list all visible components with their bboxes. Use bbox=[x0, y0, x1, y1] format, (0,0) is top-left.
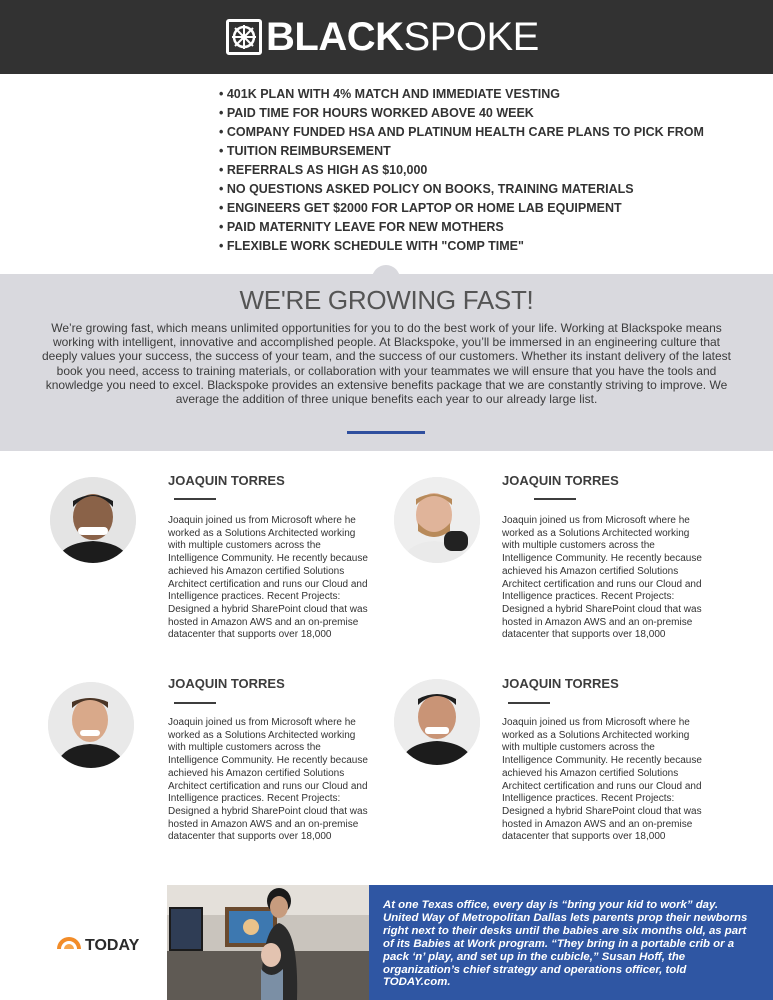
avatar bbox=[50, 477, 136, 563]
today-label: TODAY bbox=[85, 936, 140, 954]
spoke-wheel-icon bbox=[226, 19, 262, 55]
name-underline bbox=[174, 498, 216, 500]
profile-bio: Joaquin joined us from Microsoft where he worked as a Solutions Architected working with multiple customers across the Intelligence Community. He recently because achieved his Amazon certified Solutions Architect certification and runs our Cloud and Intelligence practices. Recent Projects: Designed a hybrid SharePoint cloud that was hosted in Amazon AWS and an on-premise datacenter that supports over 18,000 bbox=[168, 515, 368, 641]
benefit-item: • REFERRALS AS HIGH AS $10,000 bbox=[219, 161, 704, 180]
sunrise-logo-icon bbox=[56, 936, 82, 955]
benefit-item: • NO QUESTIONS ASKED POLICY ON BOOKS, TRAINING MATERIALS bbox=[219, 180, 704, 199]
benefit-item: • COMPANY FUNDED HSA AND PLATINUM HEALTH CARE PLANS TO PICK FROM bbox=[219, 123, 704, 142]
benefit-item: • 401K PLAN WITH 4% MATCH AND IMMEDIATE VESTING bbox=[219, 85, 704, 104]
brand-bold: BLACK bbox=[266, 15, 404, 59]
office-photo bbox=[167, 885, 369, 1000]
today-quote: At one Texas office, every day is “bring your kid to work” day. United Way of Metropolitan Dallas lets parents prop their newborns right next to their desks until the babies are six months old, as part of its Babies at Work program. “They bring in a portable crib or a pack ‘n’ play, and set up in the cubicle,” Susan Hoff, the organization’s chief strategy and operations officer, told TODAY.com. bbox=[383, 899, 748, 989]
profile-bio: Joaquin joined us from Microsoft where he worked as a Solutions Architected working with multiple customers across the Intelligence Community. He recently because achieved his Amazon certified Solutions Architect certification and runs our Cloud and Intelligence practices. Recent Projects: Designed a hybrid SharePoint cloud that was hosted in Amazon AWS and an on-premise datacenter that supports over 18,000 bbox=[168, 717, 368, 843]
benefit-item: • FLEXIBLE WORK SCHEDULE WITH "COMP TIME" bbox=[219, 237, 704, 256]
benefit-item: • TUITION REIMBURSEMENT bbox=[219, 142, 704, 161]
brand-logo[interactable] bbox=[226, 14, 539, 60]
avatar bbox=[48, 682, 134, 768]
name-underline bbox=[534, 498, 576, 500]
benefit-item: • ENGINEERS GET $2000 FOR LAPTOP OR HOME LAB EQUIPMENT bbox=[219, 199, 704, 218]
avatar bbox=[394, 679, 480, 765]
section-divider bbox=[347, 431, 425, 434]
profile-name: JOAQUIN TORRES bbox=[168, 473, 285, 488]
today-logo bbox=[56, 936, 139, 955]
growing-body: We’re growing fast, which means unlimited opportunities for you to do the best work of your life. Working at Blackspoke means working with intelligent, innovative and accomplished people. At Blackspoke, you’ll be immersed in an engineering culture that deeply values your success, the success of your team, and the success of our customers. Whether its instant delivery of the latest book you need, access to training materials, or collaboration with your teammates we will ensure that you have the tools and knowledge you need to excel. Blackspoke provides an extensive benefits package that we are constantly striving to improve. We average the addition of three unique benefits each year to our already large list. bbox=[42, 321, 731, 407]
profile-bio: Joaquin joined us from Microsoft where he worked as a Solutions Architected working with multiple customers across the Intelligence Community. He recently because achieved his Amazon certified Solutions Architect certification and runs our Cloud and Intelligence practices. Recent Projects: Designed a hybrid SharePoint cloud that was hosted in Amazon AWS and an on-premise datacenter that supports over 18,000 bbox=[502, 717, 702, 843]
profile-name: JOAQUIN TORRES bbox=[168, 676, 285, 691]
profile-bio: Joaquin joined us from Microsoft where he worked as a Solutions Architected working with multiple customers across the Intelligence Community. He recently because achieved his Amazon certified Solutions Architect certification and runs our Cloud and Intelligence practices. Recent Projects: Designed a hybrid SharePoint cloud that was hosted in Amazon AWS and an on-premise datacenter that supports over 18,000 bbox=[502, 515, 702, 641]
avatar bbox=[394, 477, 480, 563]
benefit-item: • PAID MATERNITY LEAVE FOR NEW MOTHERS bbox=[219, 218, 704, 237]
name-underline bbox=[174, 702, 216, 704]
benefit-item: • PAID TIME FOR HOURS WORKED ABOVE 40 WEEK bbox=[219, 104, 704, 123]
profile-name: JOAQUIN TORRES bbox=[502, 473, 619, 488]
name-underline bbox=[508, 702, 550, 704]
brand-light: SPOKE bbox=[403, 15, 539, 59]
header-bar bbox=[0, 0, 773, 74]
profile-name: JOAQUIN TORRES bbox=[502, 676, 619, 691]
growing-title: WE'RE GROWING FAST! bbox=[239, 285, 534, 315]
brand-wordmark bbox=[266, 14, 539, 60]
benefits-list bbox=[219, 85, 704, 256]
